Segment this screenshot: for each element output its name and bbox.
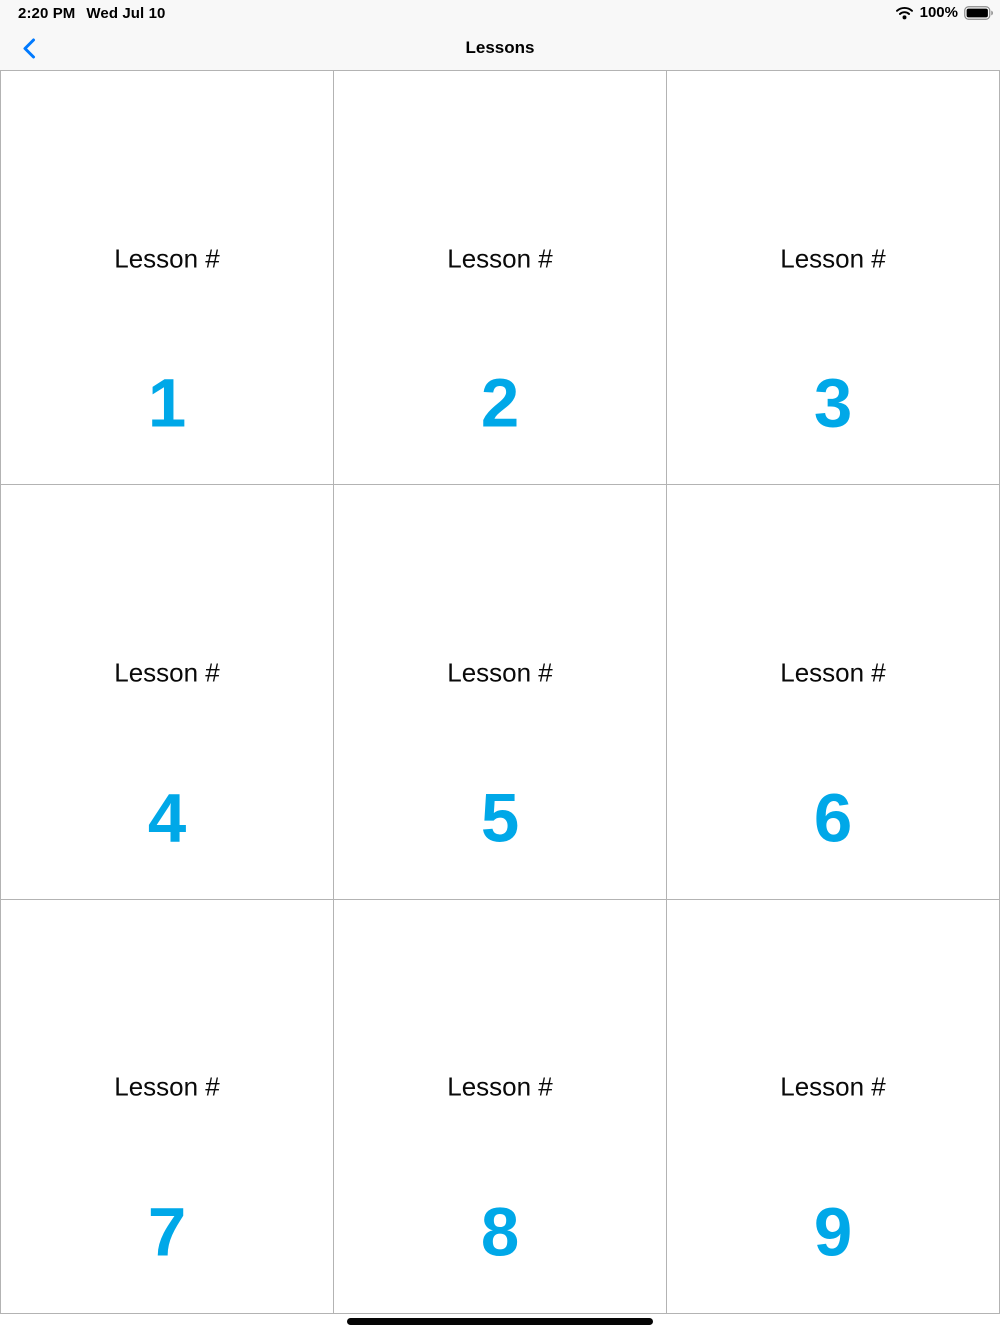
page-title: Lessons bbox=[465, 38, 535, 57]
top-bar bbox=[0, 0, 1000, 70]
lesson-number: 7 bbox=[147, 1193, 187, 1271]
lesson-label: Lesson # bbox=[447, 657, 553, 688]
lesson-number: 8 bbox=[480, 1193, 520, 1271]
lessons-grid bbox=[0, 70, 1000, 1314]
lesson-number: 3 bbox=[813, 364, 853, 442]
lesson-cell-9[interactable] bbox=[667, 900, 999, 1313]
lesson-number: 5 bbox=[480, 779, 520, 857]
lesson-cell-5[interactable] bbox=[334, 485, 666, 898]
lesson-number: 9 bbox=[813, 1193, 853, 1271]
home-indicator[interactable] bbox=[347, 1318, 653, 1325]
lesson-number: 4 bbox=[147, 779, 187, 857]
battery-icon bbox=[964, 6, 994, 20]
lesson-label: Lesson # bbox=[447, 243, 553, 274]
lesson-label: Lesson # bbox=[114, 243, 220, 274]
lesson-cell-3[interactable] bbox=[667, 71, 999, 484]
lesson-label: Lesson # bbox=[780, 657, 886, 688]
lesson-number: 6 bbox=[813, 779, 853, 857]
lesson-cell-6[interactable] bbox=[667, 485, 999, 898]
lesson-label: Lesson # bbox=[114, 1071, 220, 1102]
lesson-label: Lesson # bbox=[447, 1071, 553, 1102]
status-time: 2:20 PM bbox=[18, 5, 76, 22]
lesson-label: Lesson # bbox=[114, 657, 220, 688]
lesson-cell-4[interactable] bbox=[1, 485, 333, 898]
lesson-cell-1[interactable] bbox=[1, 71, 333, 484]
lesson-number: 2 bbox=[480, 364, 520, 442]
wifi-icon bbox=[895, 5, 914, 20]
lesson-label: Lesson # bbox=[780, 1071, 886, 1102]
battery-percent-label: 100% bbox=[919, 4, 958, 21]
lesson-label: Lesson # bbox=[780, 243, 886, 274]
lesson-number: 1 bbox=[147, 364, 187, 442]
status-bar-left bbox=[18, 5, 165, 22]
status-date: Wed Jul 10 bbox=[86, 5, 166, 22]
lesson-cell-8[interactable] bbox=[334, 900, 666, 1313]
lesson-cell-2[interactable] bbox=[334, 71, 666, 484]
lesson-cell-7[interactable] bbox=[1, 900, 333, 1313]
status-bar-right bbox=[895, 4, 994, 21]
